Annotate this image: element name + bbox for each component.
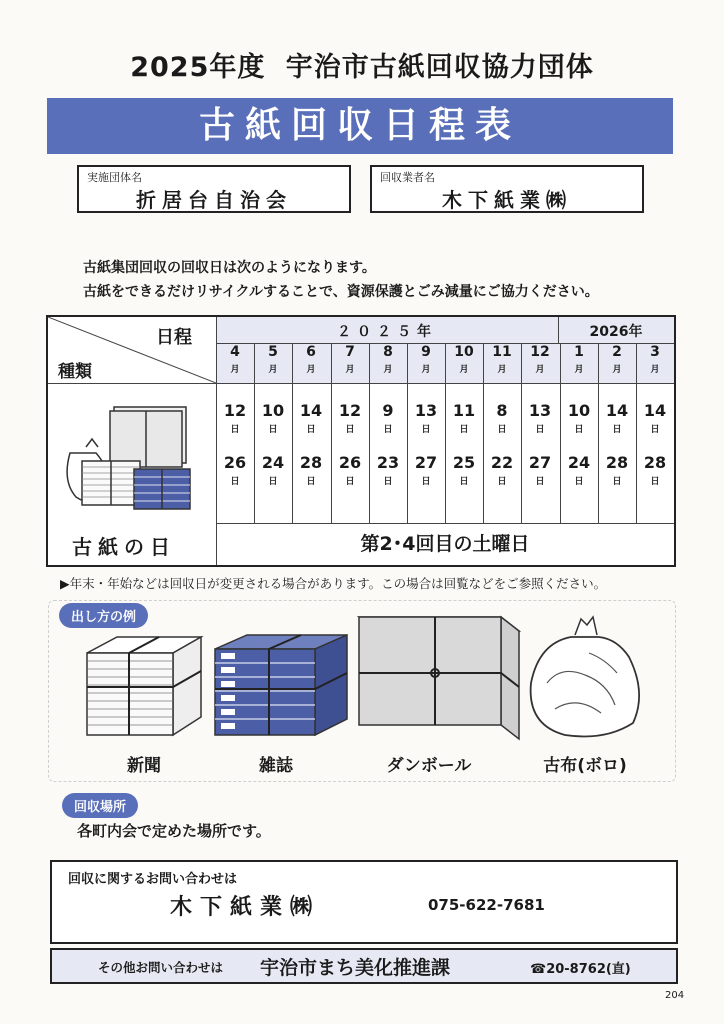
month-number: 1 <box>574 344 584 360</box>
contact-box <box>50 860 678 944</box>
month-header-cell <box>254 345 292 383</box>
month-unit: 月 <box>383 365 393 375</box>
day-unit: 日 <box>230 425 240 435</box>
first-collection-date <box>445 403 483 438</box>
date-number: 25 <box>452 453 476 472</box>
second-collection-date <box>216 455 254 490</box>
header-divider <box>48 383 674 384</box>
newspaper-bundle-icon <box>77 631 207 741</box>
year-column-divider <box>558 317 559 343</box>
second-collection-date <box>254 455 292 490</box>
day-unit: 日 <box>345 477 355 487</box>
examples-section <box>48 600 676 782</box>
first-collection-date <box>331 403 369 438</box>
day-unit: 日 <box>650 477 660 487</box>
other-dept: 宇治市まち美化推進課 <box>260 957 451 979</box>
month-number: 8 <box>383 344 393 360</box>
month-unit: 月 <box>421 365 431 375</box>
day-unit: 日 <box>497 477 507 487</box>
second-collection-date <box>636 455 674 490</box>
first-collection-date <box>369 403 407 438</box>
month-header-cell <box>407 345 445 383</box>
day-unit: 日 <box>612 477 622 487</box>
month-header-cell <box>598 345 636 383</box>
year-2026-label: 2026年 <box>589 324 643 340</box>
day-unit: 日 <box>306 425 316 435</box>
first-collection-date <box>598 403 636 438</box>
organization-label: 実施団体名 <box>87 171 142 184</box>
schedule-note: ▶年末・年始などは回収日が変更される場合があります。この場合は回覧などをご参照ください。 <box>60 576 607 591</box>
second-collection-date <box>407 455 445 490</box>
date-number: 12 <box>223 401 247 420</box>
date-number: 28 <box>605 453 629 472</box>
paper-stack-icon <box>62 397 202 517</box>
first-collection-date <box>521 403 559 438</box>
second-collection-date <box>292 455 330 490</box>
second-collection-date <box>521 455 559 490</box>
date-number: 27 <box>528 453 552 472</box>
day-unit: 日 <box>535 477 545 487</box>
second-collection-date <box>483 455 521 490</box>
example-label-magazine: 雑誌 <box>259 756 293 776</box>
date-number: 13 <box>528 401 552 420</box>
examples-heading: 出し方の例 <box>59 603 148 628</box>
page-number: 204 <box>665 990 685 1001</box>
month-number: 9 <box>421 344 431 360</box>
day-unit: 日 <box>268 425 278 435</box>
first-collection-date <box>292 403 330 438</box>
month-header-cell <box>483 345 521 383</box>
schedule-rule: 第2･4回目の土曜日 <box>360 533 530 555</box>
month-header-cell <box>331 345 369 383</box>
example-label-newspaper: 新聞 <box>127 756 161 776</box>
day-unit: 日 <box>650 425 660 435</box>
month-number: 11 <box>492 344 512 360</box>
day-unit: 日 <box>459 425 469 435</box>
month-header-cell <box>445 345 483 383</box>
month-header-cell <box>369 345 407 383</box>
example-label-cardboard: ダンボール <box>386 756 472 776</box>
date-number: 27 <box>414 453 438 472</box>
second-collection-date <box>560 455 598 490</box>
cardboard-bundle-icon <box>355 611 523 743</box>
other-phone: ☎20-8762(直) <box>530 962 631 977</box>
month-unit: 月 <box>345 365 355 375</box>
cloth-bag-icon <box>525 613 645 743</box>
month-unit: 月 <box>535 365 545 375</box>
page-header <box>0 45 724 84</box>
month-unit: 月 <box>497 365 507 375</box>
first-collection-date <box>560 403 598 438</box>
day-unit: 日 <box>612 425 622 435</box>
date-number: 10 <box>261 401 285 420</box>
month-unit: 月 <box>268 365 278 375</box>
month-number: 4 <box>230 344 240 360</box>
date-number: 8 <box>496 401 508 420</box>
category-label: 古紙の日 <box>72 535 176 559</box>
first-collection-date <box>407 403 445 438</box>
date-number: 26 <box>338 453 362 472</box>
month-unit: 月 <box>612 365 622 375</box>
date-number: 28 <box>299 453 323 472</box>
company-label: 回収業者名 <box>380 171 435 184</box>
day-unit: 日 <box>421 425 431 435</box>
date-number: 14 <box>299 401 323 420</box>
day-unit: 日 <box>421 477 431 487</box>
first-collection-date <box>483 403 521 438</box>
other-label: その他お問い合わせは <box>98 960 224 975</box>
day-unit: 日 <box>306 477 316 487</box>
month-number: 6 <box>306 344 316 360</box>
magazine-bundle-icon <box>211 629 351 741</box>
day-unit: 日 <box>345 425 355 435</box>
second-collection-date <box>369 455 407 490</box>
day-unit: 日 <box>268 477 278 487</box>
second-collection-date <box>331 455 369 490</box>
page-title: 古紙回収日程表 <box>47 98 673 154</box>
month-number: 10 <box>454 344 474 360</box>
first-collection-date <box>636 403 674 438</box>
day-unit: 日 <box>230 477 240 487</box>
contact-company: 木下紙業㈱ <box>170 895 321 920</box>
date-number: 22 <box>490 453 514 472</box>
day-unit: 日 <box>574 425 584 435</box>
day-unit: 日 <box>383 425 393 435</box>
month-unit: 月 <box>574 365 584 375</box>
company-box <box>370 165 644 213</box>
organization-box <box>77 165 351 213</box>
first-collection-date <box>254 403 292 438</box>
month-unit: 月 <box>650 365 660 375</box>
date-number: 14 <box>605 401 629 420</box>
date-number: 9 <box>382 401 394 420</box>
organization-value: 折居台自治会 <box>136 188 292 212</box>
date-number: 24 <box>261 453 285 472</box>
day-unit: 日 <box>497 425 507 435</box>
rule-divider <box>216 523 674 524</box>
first-collection-date <box>216 403 254 438</box>
intro-line-2: 古紙をできるだけリサイクルすることで、資源保護とごみ減量にご協力ください。 <box>83 284 599 300</box>
day-unit: 日 <box>535 425 545 435</box>
month-number: 2 <box>612 344 622 360</box>
date-number: 11 <box>452 401 476 420</box>
date-number: 28 <box>643 453 667 472</box>
month-number: 7 <box>345 344 355 360</box>
month-header-cell <box>560 345 598 383</box>
month-header-cell <box>521 345 559 383</box>
day-unit: 日 <box>383 477 393 487</box>
month-header-cell <box>292 345 330 383</box>
intro-line-1: 古紙集団回収の回収日は次のようになります。 <box>83 260 376 276</box>
location-text: 各町内会で定めた場所です。 <box>77 822 271 840</box>
corner-date-label: 日程 <box>156 327 192 348</box>
month-unit: 月 <box>230 365 240 375</box>
month-unit: 月 <box>306 365 316 375</box>
month-number: 5 <box>268 344 278 360</box>
date-number: 26 <box>223 453 247 472</box>
day-unit: 日 <box>574 477 584 487</box>
schedule-table <box>46 315 676 567</box>
second-collection-date <box>445 455 483 490</box>
company-value: 木下紙業㈱ <box>442 188 572 212</box>
day-unit: 日 <box>459 477 469 487</box>
fiscal-year: 2025年度 <box>130 52 266 83</box>
date-number: 23 <box>376 453 400 472</box>
month-number: 3 <box>650 344 660 360</box>
year-2025-label: ２０２５年 <box>337 324 437 340</box>
second-collection-date <box>598 455 636 490</box>
date-number: 24 <box>567 453 591 472</box>
month-header-cell <box>636 345 674 383</box>
month-unit: 月 <box>459 365 469 375</box>
date-number: 10 <box>567 401 591 420</box>
date-number: 13 <box>414 401 438 420</box>
month-header-cell <box>216 345 254 383</box>
contact-label: 回収に関するお問い合わせは <box>68 872 238 887</box>
example-label-cloth: 古布(ボロ) <box>543 756 627 776</box>
date-number: 14 <box>643 401 667 420</box>
location-heading: 回収場所 <box>62 793 138 818</box>
corner-type-label: 種類 <box>58 362 92 382</box>
contact-phone: 075-622-7681 <box>428 896 545 914</box>
organization-name: 宇治市古紙回収協力団体 <box>285 52 594 83</box>
date-number: 12 <box>338 401 362 420</box>
other-inquiries-box <box>50 948 678 984</box>
month-number: 12 <box>530 344 550 360</box>
